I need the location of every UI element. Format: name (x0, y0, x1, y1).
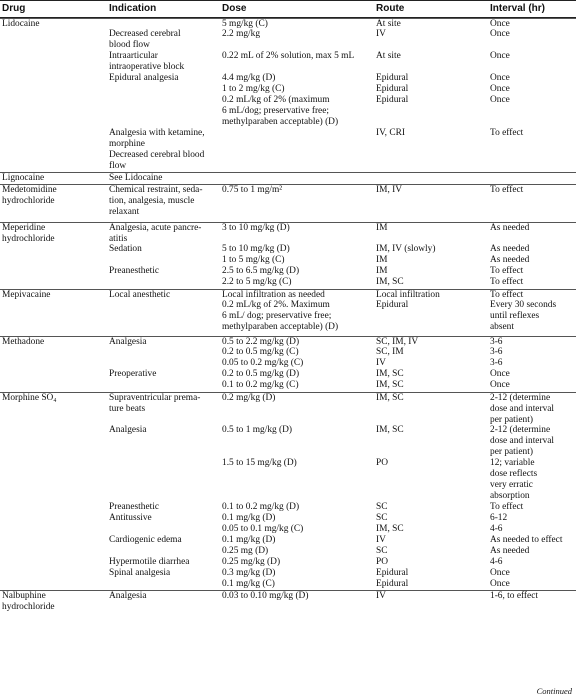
cell-int: Once (490, 579, 510, 589)
cell-int: To effect (490, 185, 524, 195)
cell-int: Once (490, 568, 510, 578)
cell-ind: Antitussive (109, 513, 152, 523)
cell-ind: Analgesia (109, 337, 147, 347)
cell-dose: 0.2 to 0.5 mg/kg (C) (222, 347, 299, 357)
cell-int: Once (490, 29, 510, 39)
cell-route: SC (376, 513, 388, 523)
cell-int: 3-6 (490, 337, 503, 347)
cell-ind: Decreased cerebral blood flow (109, 150, 205, 171)
cell-int: Once (490, 19, 510, 29)
cell-dose: 0.05 to 0.2 mg/kg (C) (222, 358, 304, 368)
cell-dose: 0.1 mg/kg (C) (222, 579, 275, 589)
cell-dose: 1.5 to 15 mg/kg (D) (222, 458, 297, 468)
cell-route: At site (376, 51, 401, 61)
cell-drug: Lidocaine (2, 19, 40, 29)
cell-int: To effect (490, 128, 524, 138)
cell-route: Epidural (376, 73, 409, 83)
cell-int: 2-12 (determine dose and interval per patient) (490, 393, 555, 425)
cell-ind: Analgesia with ketamine, morphine (109, 128, 205, 149)
cell-dose: 0.75 to 1 mg/m² (222, 185, 283, 195)
cell-int: To effect (490, 290, 524, 300)
cell-ind: Hypermotile diarrhea (109, 557, 190, 567)
cell-dose: 0.2 to 0.5 mg/kg (D) (222, 369, 300, 379)
cell-dose: 0.1 mg/kg (D) (222, 513, 276, 523)
cell-int: As needed to effect (490, 535, 563, 545)
cell-route: SC, IM, IV (376, 337, 419, 347)
cell-ind: Analgesia (109, 591, 147, 601)
cell-drug: Meperidine hydrochloride (2, 223, 55, 244)
cell-route: IV (376, 591, 386, 601)
cell-int: To effect (490, 502, 524, 512)
cell-route: IV (376, 29, 386, 39)
cell-route: IV, CRI (376, 128, 405, 138)
cell-route: SC (376, 546, 388, 556)
cell-route: IM (376, 223, 388, 233)
cell-ind: Preanesthetic (109, 502, 159, 512)
cell-route: Epidural (376, 579, 409, 589)
cell-int: 12; variable dose reflects very erratic absorption (490, 458, 538, 501)
cell-int: Once (490, 95, 510, 105)
cell-ind: Local anesthetic (109, 290, 171, 300)
cell-int: 4-6 (490, 524, 503, 534)
cell-ind: See Lidocaine (109, 173, 163, 183)
cell-int: 6-12 (490, 513, 508, 523)
cell-int: As needed (490, 223, 530, 233)
cell-route: Epidural (376, 84, 409, 94)
cell-ind: Decreased cerebral blood flow (109, 29, 181, 50)
cell-route: Local infiltration (376, 290, 440, 300)
cell-route: IM, SC (376, 393, 404, 403)
table-row (0, 392, 576, 425)
cell-ind: Epidural analgesia (109, 73, 179, 83)
cell-dose: 0.25 mg/kg (D) (222, 557, 281, 567)
cell-dose: Local infiltration as needed (222, 290, 325, 300)
cell-int: As needed (490, 255, 530, 265)
table-row (0, 289, 576, 300)
table-row (0, 184, 576, 217)
cell-route: IM, SC (376, 369, 404, 379)
cell-route: IM, SC (376, 380, 404, 390)
cell-route: PO (376, 557, 388, 567)
cell-ind: Analgesia, acute pancre- atitis (109, 223, 202, 244)
cell-dose: 0.03 to 0.10 mg/kg (D) (222, 591, 309, 601)
cell-int: 3-6 (490, 347, 503, 357)
cell-dose: 3 to 10 mg/kg (D) (222, 223, 290, 233)
cell-ind: Supraventricular prema- ture beats (109, 393, 201, 414)
cell-int: 2-12 (determine dose and interval per patient) (490, 425, 555, 457)
cell-dose: 0.2 mg/kg (D) (222, 393, 276, 403)
cell-route: IM, SC (376, 277, 404, 287)
cell-dose: 0.5 to 2.2 mg/kg (D) (222, 337, 300, 347)
cell-dose: 0.1 to 0.2 mg/kg (D) (222, 502, 300, 512)
cell-route: At site (376, 19, 401, 29)
cell-int: Once (490, 73, 510, 83)
cell-route: IV (376, 358, 386, 368)
cell-int: To effect (490, 277, 524, 287)
cell-dose: 0.25 mg (D) (222, 546, 269, 556)
continued-note: Continued (536, 686, 572, 696)
cell-dose: 5 mg/kg (C) (222, 19, 268, 29)
cell-dose: 0.2 mL/kg of 2%. Maximum 6 mL/ dog; preservative free; methylparaben acceptable) (D) (222, 300, 339, 332)
cell-int: Every 30 seconds until reflexes absent (490, 300, 557, 332)
cell-route: IM (376, 255, 388, 265)
cell-dose: 2.5 to 6.5 mg/kg (D) (222, 266, 300, 276)
table-row (0, 172, 576, 183)
cell-route: IM, SC (376, 524, 404, 534)
cell-drug: Nalbuphine hydrochloride (2, 591, 55, 612)
table-row (0, 336, 576, 347)
cell-route: IM, IV (376, 185, 403, 195)
cell-route: Epidural (376, 95, 409, 105)
cell-drug: Methadone (2, 337, 45, 347)
cell-ind: Preoperative (109, 369, 157, 379)
cell-dose: 2.2 to 5 mg/kg (C) (222, 277, 292, 287)
cell-dose: 0.05 to 0.1 mg/kg (C) (222, 524, 304, 534)
cell-ind: Chemical restraint, seda- tion, analgesia, muscle relaxant (109, 185, 203, 217)
cell-route: Epidural (376, 568, 409, 578)
cell-dose: 2.2 mg/kg (222, 29, 261, 39)
cell-ind: Preanesthetic (109, 266, 159, 276)
cell-ind: Intraarticular intraoperative block (109, 51, 185, 72)
cell-dose: 0.3 mg/kg (D) (222, 568, 276, 578)
cell-int: 3-6 (490, 358, 503, 368)
cell-route: IM, SC (376, 425, 404, 435)
table-header (0, 0, 576, 18)
cell-dose: 0.1 mg/kg (D) (222, 535, 276, 545)
cell-dose: 4.4 mg/kg (D) (222, 73, 276, 83)
cell-dose: 1 to 2 mg/kg (C) (222, 84, 285, 94)
cell-int: Once (490, 380, 510, 390)
cell-int: As needed (490, 244, 530, 254)
cell-dose: 0.1 to 0.2 mg/kg (C) (222, 380, 299, 390)
cell-route: SC, IM (376, 347, 404, 357)
cell-dose: 0.2 mL/kg of 2% (maximum 6 mL/dog; preservative free; methylparaben acceptable) (D) (222, 95, 339, 127)
table-row (0, 222, 576, 244)
cell-int: Once (490, 84, 510, 94)
cell-ind: Cardiogenic edema (109, 535, 182, 545)
cell-route: Epidural (376, 300, 409, 310)
header-route: Route (376, 3, 405, 14)
cell-dose: 1 to 5 mg/kg (C) (222, 255, 285, 265)
cell-int: As needed (490, 546, 530, 556)
cell-int: 4-6 (490, 557, 503, 567)
header-drug: Drug (2, 3, 26, 14)
cell-drug: Medetomidine hydrochloride (2, 185, 57, 206)
cell-dose: 5 to 10 mg/kg (D) (222, 244, 290, 254)
cell-ind: Sedation (109, 244, 142, 254)
cell-ind: Analgesia (109, 425, 147, 435)
cell-ind: Spinal analgesia (109, 568, 171, 578)
cell-int: Once (490, 51, 510, 61)
cell-dose: 0.22 mL of 2% solution, max 5 mL (222, 51, 355, 61)
cell-int: To effect (490, 266, 524, 276)
cell-route: IV (376, 535, 386, 545)
table-row (0, 18, 576, 29)
cell-int: Once (490, 369, 510, 379)
cell-route: IM (376, 266, 388, 276)
cell-route: PO (376, 458, 388, 468)
header-interval: Interval (hr) (490, 3, 546, 14)
cell-drug: Mepivacaine (2, 290, 51, 300)
cell-route: IM, IV (slowly) (376, 244, 436, 254)
header-indication: Indication (109, 3, 157, 14)
cell-drug: Morphine SO₄ (2, 393, 57, 403)
table-row (0, 590, 576, 612)
cell-drug: Lignocaine (2, 173, 45, 183)
header-dose: Dose (222, 3, 247, 14)
cell-dose: 0.5 to 1 mg/kg (D) (222, 425, 293, 435)
cell-route: SC (376, 502, 388, 512)
cell-int: 1-6, to effect (490, 591, 538, 601)
